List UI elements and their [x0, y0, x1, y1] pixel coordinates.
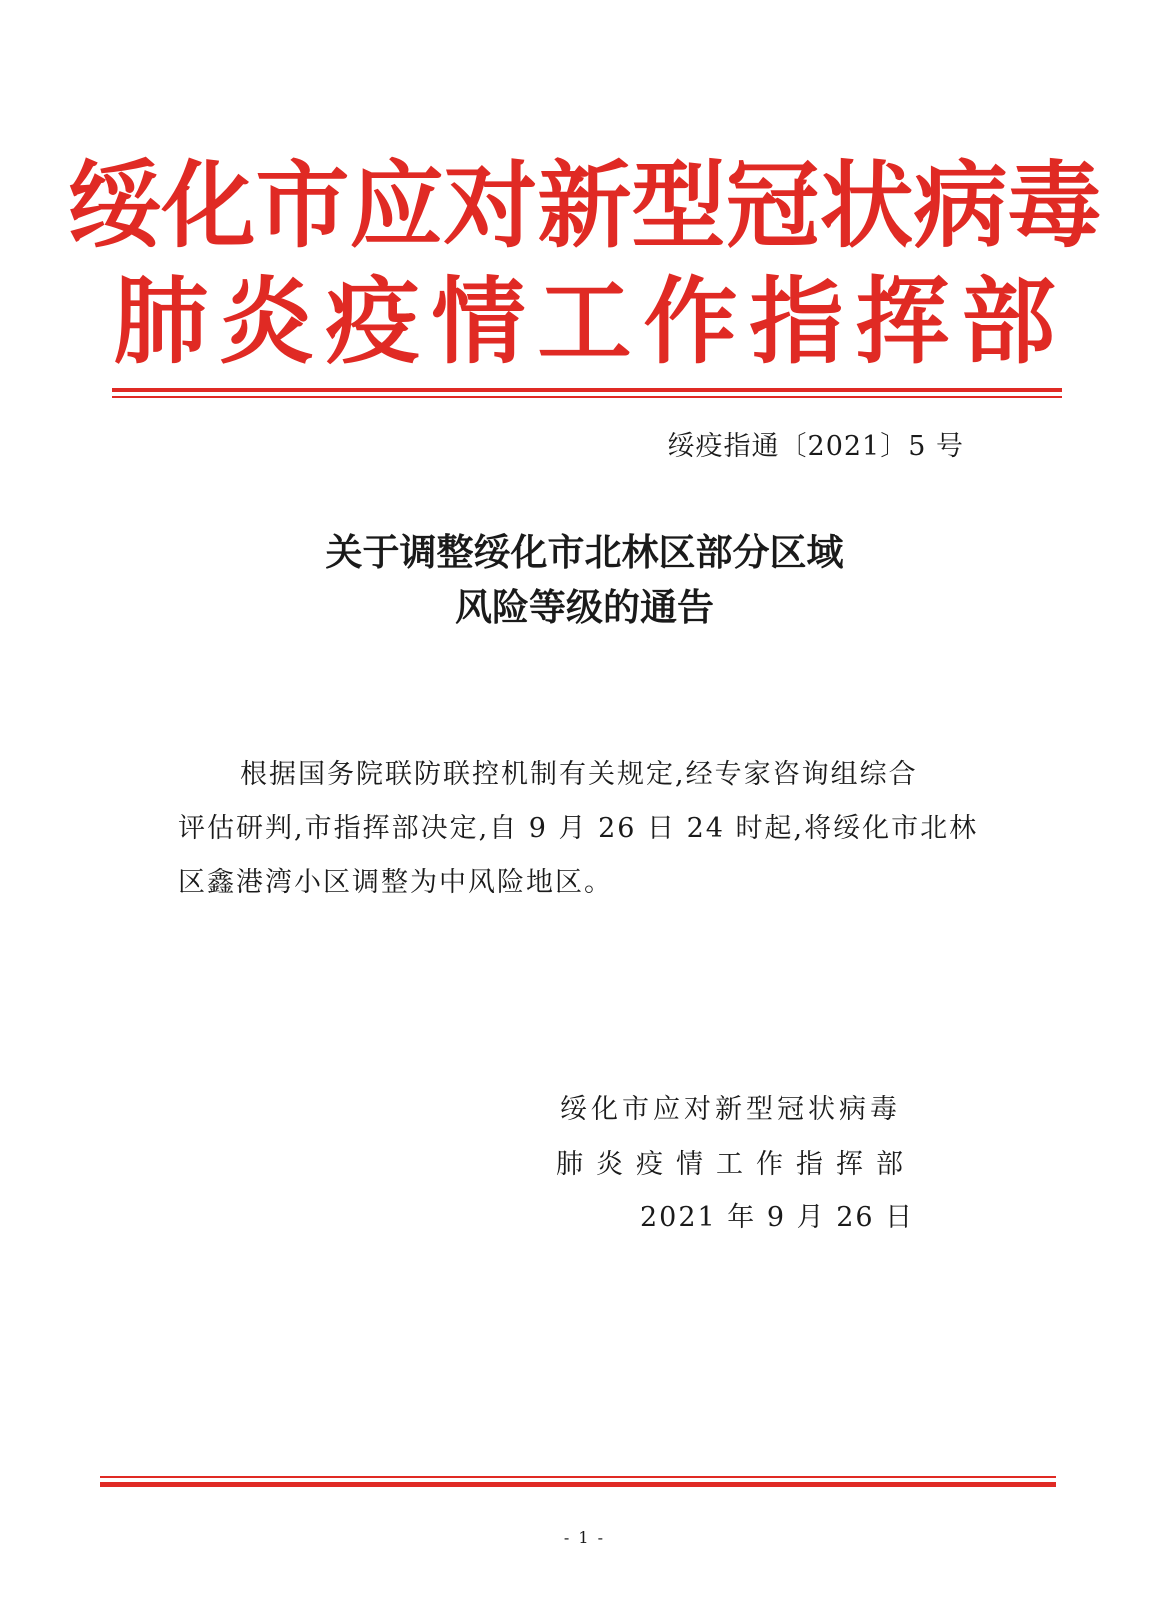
body-paragraph-line-1: 根据国务院联防联控机制有关规定,经专家咨询组综合 [240, 759, 918, 790]
red-header-line-2: 肺炎疫情工作指挥部 [113, 268, 1068, 377]
header-rule-thin [112, 396, 1062, 398]
footer-rule-thin [100, 1476, 1056, 1478]
document-title-line-1: 关于调整绥化市北林区部分区域 [325, 530, 844, 574]
signature-org-line-1: 绥化市应对新型冠状病毒 [560, 1094, 901, 1125]
red-header-line-1: 绥化市应对新型冠状病毒 [67, 152, 1102, 261]
signature-date: 2021 年 9 月 26 日 [640, 1202, 915, 1233]
header-rule-thick [112, 388, 1062, 392]
signature-org-line-2: 肺炎疫情工作指挥部 [556, 1149, 916, 1180]
footer-rule-thick [100, 1482, 1056, 1487]
document-title-line-2: 风险等级的通告 [455, 585, 714, 629]
page-number: - 1 - [563, 1528, 606, 1547]
body-paragraph-line-2: 评估研判,市指挥部决定,自 9 月 26 日 24 时起,将绥化市北林 [178, 813, 979, 844]
body-paragraph-line-3: 区鑫港湾小区调整为中风险地区。 [178, 867, 613, 898]
document-number: 绥疫指通〔2021〕5 号 [667, 431, 964, 462]
